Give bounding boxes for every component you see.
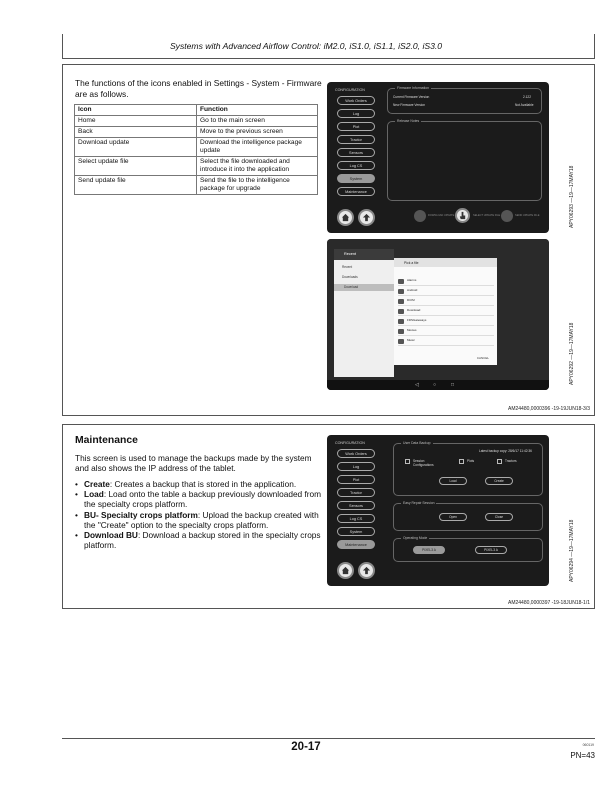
folder-name: Android: [407, 288, 418, 292]
android-nav-bar: [327, 380, 549, 390]
backup-box-title: User Data Backup: [403, 441, 431, 445]
folder-icon: [398, 279, 404, 284]
table-cell: Select update file: [75, 157, 197, 176]
bullet-term: Create: [84, 479, 110, 489]
back-arrow-icon: [362, 566, 371, 575]
select-update-file-label: SELECT UPDATE FILE: [473, 214, 501, 217]
tractors-label: Tractors: [505, 459, 517, 463]
bullet-term: Load: [84, 489, 104, 500]
table-header-function: Function: [197, 105, 318, 116]
maintenance-title: Maintenance: [75, 435, 138, 446]
send-update-file-icon[interactable]: [501, 210, 513, 222]
menu-item-log[interactable]: Log: [337, 109, 375, 118]
firmware-screenshot: [327, 82, 549, 233]
operating-box-title: Operating Mode: [403, 536, 428, 540]
page-header-title: Systems with Advanced Airflow Control: iM2.0, iS1.0, iS1.1, iS2.0, iS3.0: [169, 41, 443, 51]
table-cell: Send update file: [75, 176, 197, 195]
firmware-info-title: Firmware Information: [397, 86, 430, 90]
release-notes-title: Release Notes: [397, 119, 420, 123]
folder-icon: [398, 299, 404, 304]
folder-row-dcim[interactable]: [398, 298, 494, 306]
table-row: [75, 157, 318, 176]
table-cell: Download update: [75, 138, 197, 157]
menu-item-work-orders[interactable]: Work Orders: [337, 96, 375, 105]
table-row: [75, 138, 318, 157]
bullet-text: : Creates a backup that is stored in the application.: [109, 479, 297, 489]
drawer-item-downloads[interactable]: Downloads: [342, 275, 358, 279]
menu-item-log-cs[interactable]: Log CS: [337, 514, 375, 523]
drawer-item-recent[interactable]: Recent: [342, 265, 353, 269]
session-configurations-checkbox[interactable]: [405, 459, 410, 464]
menu-item-tractor[interactable]: Tractor: [337, 135, 375, 144]
cancel-button[interactable]: CANCEL: [476, 356, 489, 360]
mode-button-2[interactable]: PIXEL3 A: [475, 546, 507, 554]
repair-box-title: Easy Repair Session: [403, 501, 435, 505]
dialog-title: Pick a file: [394, 258, 497, 267]
new-firmware-label: New Firmware Version: [393, 103, 426, 107]
menu-title: CONFIGURATION: [335, 88, 365, 92]
figure-id-1: APY06293 —19—17MAY18: [569, 165, 575, 228]
plots-label: Plots: [467, 459, 475, 463]
firmware-intro: The functions of the icons enabled in Settings - System - Firmware are as follows.: [75, 78, 322, 99]
folder-row-music[interactable]: [398, 338, 494, 346]
drawer-item-download[interactable]: Download: [334, 284, 394, 291]
maintenance-bullets: [75, 479, 325, 550]
bullet-term: BU- Specialty crops platform: [84, 509, 198, 520]
table-cell: Move to the previous screen: [197, 127, 318, 138]
firmware-info-box: [387, 88, 542, 114]
folder-name: DCIM: [407, 298, 415, 302]
bullet-text: : Download a backup stored in the specialty crops platform.: [84, 530, 321, 551]
folder-row-alarms[interactable]: [398, 278, 494, 286]
new-firmware-value: Not Available: [515, 103, 534, 107]
home-icon: [341, 566, 350, 575]
table-row: [75, 127, 318, 138]
menu-item-work-orders[interactable]: Work Orders: [337, 449, 375, 458]
tractors-checkbox[interactable]: [497, 459, 502, 464]
table-cell: Go to the main screen: [197, 116, 318, 127]
folder-row-movies[interactable]: [398, 328, 494, 336]
menu-item-log[interactable]: Log: [337, 462, 375, 471]
current-firmware-value: 2.122: [523, 95, 531, 99]
folder-name: Download: [407, 308, 421, 312]
table-cell: Home: [75, 116, 197, 127]
bullet-text: : Load onto the table a backup previously downloaded from the specialty crops platform.: [84, 489, 322, 510]
nav-back-icon[interactable]: ◁: [415, 382, 419, 388]
nav-home-icon[interactable]: ○: [433, 382, 437, 388]
menu-item-system[interactable]: System: [337, 174, 375, 183]
pick-file-dialog: [394, 258, 497, 365]
menu-item-maintenance[interactable]: Maintenance: [337, 187, 375, 196]
folder-name: Alarms: [407, 278, 417, 282]
menu-item-maintenance[interactable]: Maintenance: [337, 540, 375, 549]
icon-function-table: [74, 104, 318, 195]
home-icon: [341, 213, 350, 222]
back-button[interactable]: [358, 209, 375, 226]
home-button[interactable]: [337, 209, 354, 226]
folder-icon: [398, 289, 404, 294]
maintenance-section: [62, 424, 595, 609]
folder-icon: [398, 309, 404, 314]
figure-id-2: APY06292 —19—17MAY18: [569, 322, 575, 385]
latest-backup-text: Latest backup copy: 28/6/17 11:42:36: [479, 449, 532, 453]
bullet-term: Download BU: [84, 530, 138, 541]
download-update-icon[interactable]: [414, 210, 426, 222]
load-button[interactable]: Load: [439, 477, 467, 485]
reference-code-2: AM24480,0000397 -19-18JUN18-1/1: [508, 600, 590, 606]
create-button[interactable]: Create: [485, 477, 513, 485]
select-update-file-button[interactable]: [455, 208, 470, 223]
open-button[interactable]: Open: [439, 513, 467, 521]
menu-item-sensors[interactable]: Sensors: [337, 148, 375, 157]
drawer-title: Recent: [334, 249, 394, 260]
folder-icon: [398, 319, 404, 324]
table-cell: Download the intelligence package update: [197, 138, 318, 157]
back-arrow-icon: [362, 213, 371, 222]
home-button[interactable]: [337, 562, 354, 579]
figure-id-3: APY06294 —19—17MAY18: [569, 519, 575, 582]
list-item: [75, 510, 325, 530]
footer-code: 060119: [582, 743, 594, 747]
release-notes-box: [387, 121, 542, 201]
list-item: [75, 489, 325, 509]
maintenance-screenshot: [327, 435, 549, 586]
menu-item-log-cs[interactable]: Log CS: [337, 161, 375, 170]
menu-item-tractor[interactable]: Tractor: [337, 488, 375, 497]
folder-name: Movies: [407, 328, 417, 332]
plots-checkbox[interactable]: [459, 459, 464, 464]
session-configurations-label: Session Configurations: [413, 459, 434, 467]
menu-title: CONFIGURATION: [335, 441, 365, 445]
folder-row-android[interactable]: [398, 288, 494, 296]
current-firmware-label: Current Firmware Version: [393, 95, 430, 99]
folder-name: FDSGateways: [407, 318, 427, 322]
folder-row-fdsgateways[interactable]: [398, 318, 494, 326]
menu-item-sensors[interactable]: Sensors: [337, 501, 375, 510]
footer-pn: PN=43: [570, 751, 595, 760]
picker-drawer: [334, 249, 394, 377]
firmware-section: [62, 64, 595, 416]
folder-icon: [398, 329, 404, 334]
footer-divider: [62, 738, 595, 739]
list-item: [75, 479, 325, 489]
table-cell: Select the file downloaded and introduce it into the application: [197, 157, 318, 176]
mode-button-1[interactable]: PIXEL3 A: [413, 546, 445, 554]
folder-row-download[interactable]: [398, 308, 494, 316]
table-cell: Send the file to the intelligence package for upgrade: [197, 176, 318, 195]
page-number: 20-17: [291, 741, 321, 753]
back-button[interactable]: [358, 562, 375, 579]
table-row: [75, 116, 318, 127]
nav-recents-icon[interactable]: □: [451, 382, 455, 388]
send-update-file-label: SEND UPDATE FILE: [515, 214, 540, 217]
table-header-icon: Icon: [75, 105, 197, 116]
hand-pointer-icon: [458, 211, 467, 220]
close-button[interactable]: Close: [485, 513, 513, 521]
reference-code-1: AM24480,0000396 -19-19JUN18-3/3: [508, 406, 590, 412]
table-cell: Back: [75, 127, 197, 138]
easy-repair-box: [393, 503, 543, 531]
menu-item-plot[interactable]: Plot: [337, 475, 375, 484]
folder-name: Music: [407, 338, 415, 342]
table-row: [75, 176, 318, 195]
menu-item-system[interactable]: System: [337, 527, 375, 536]
table-header-row: [75, 105, 318, 116]
maintenance-intro: This screen is used to manage the backups made by the system and also shows the IP address of the tablet.: [75, 453, 312, 474]
menu-item-plot[interactable]: Plot: [337, 122, 375, 131]
list-item: [75, 530, 325, 550]
file-picker-screenshot: [327, 239, 549, 390]
bullet-text: : Upload the backup created with the "Create" option to the specialty crops platform.: [84, 509, 319, 530]
folder-icon: [398, 339, 404, 344]
download-update-label: DOWNLOAD UPDATE: [428, 214, 455, 217]
